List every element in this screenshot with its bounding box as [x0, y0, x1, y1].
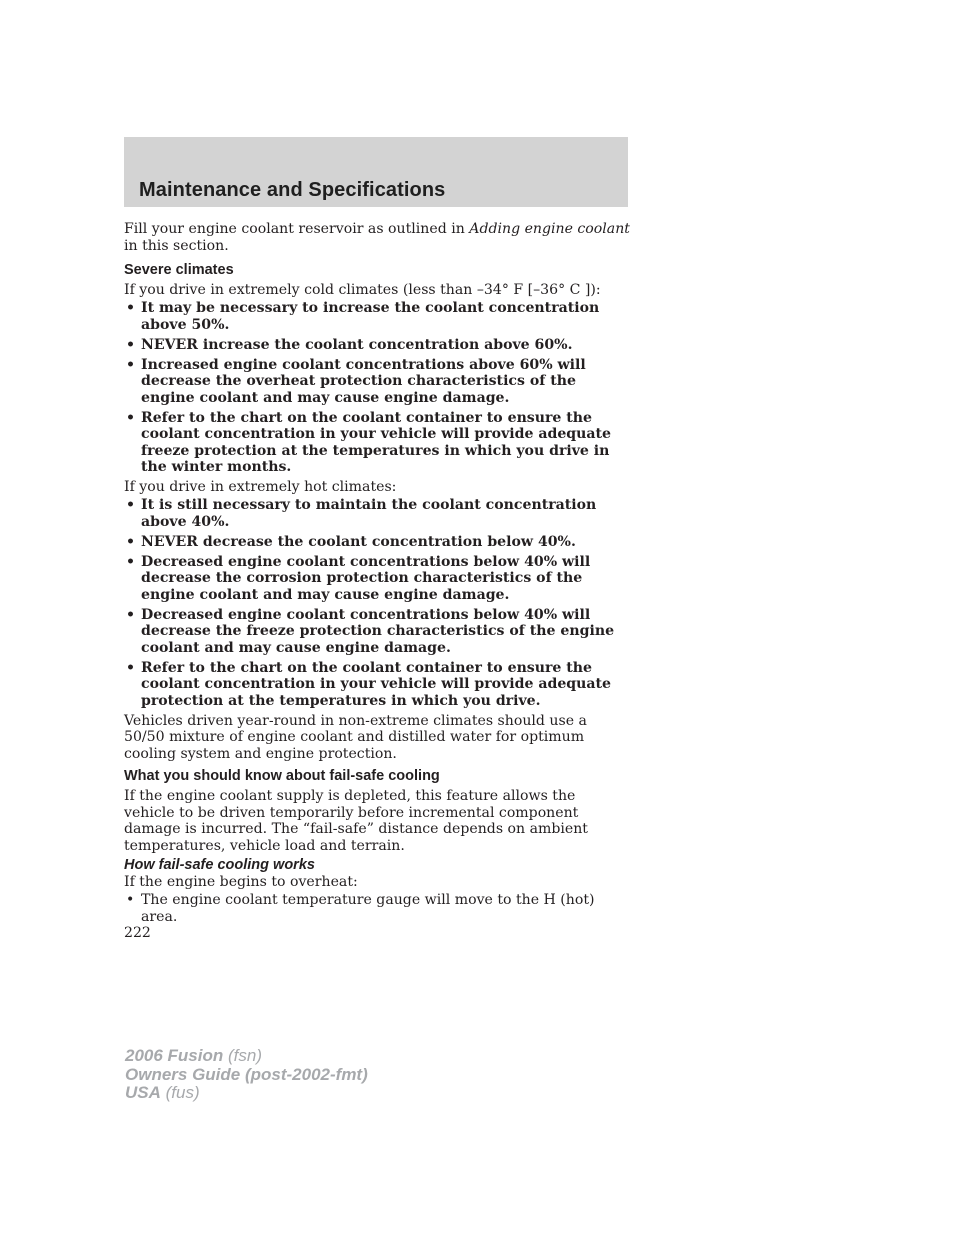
cold-climates-intro: If you drive in extremely cold climates (less than –34° F [–36° C ]): — [124, 282, 601, 298]
list-item — [124, 660, 630, 710]
intro-text-after: in this section. — [124, 237, 229, 254]
overheat-list — [124, 892, 630, 925]
list-item-text: The engine coolant temperature gauge will move to the H (hot) area. — [141, 892, 595, 925]
footer-line-market — [125, 1084, 368, 1103]
hot-climate-list — [124, 497, 630, 709]
list-item-text: Refer to the chart on the coolant container to ensure the coolant concentration in your vehicle will provide adequate protection at the temperatures in which you drive. — [141, 659, 612, 709]
list-item — [124, 554, 630, 604]
bullet-icon: • — [126, 553, 136, 570]
footer-line-guide — [125, 1066, 368, 1085]
list-item — [124, 410, 630, 476]
section-header-band — [124, 137, 628, 207]
bullet-icon: • — [126, 409, 136, 426]
fail-safe-body: If the engine coolant supply is depleted, this feature allows the vehicle to be driven temporarily before incremental component damage is incurred. The “fail-safe” distance depends on ambient temperatures, vehicle load and terrain. — [124, 788, 588, 854]
fail-safe-subheading: How fail-safe cooling works — [124, 857, 315, 873]
bullet-icon: • — [126, 533, 136, 550]
list-item — [124, 337, 630, 354]
document-footer — [125, 1047, 368, 1103]
bullet-icon: • — [126, 606, 136, 623]
footer-model: 2006 Fusion — [125, 1046, 224, 1065]
bullet-icon: • — [126, 300, 136, 316]
list-item-text: Refer to the chart on the coolant container to ensure the coolant concentration in your vehicle will provide adequate freeze protection at the temperatures in which you drive in the winter months. — [141, 409, 612, 475]
fail-safe-heading: What you should know about fail-safe cooling — [124, 768, 440, 784]
intro-paragraph — [124, 221, 630, 254]
list-item — [124, 300, 630, 333]
cold-climate-list — [124, 300, 630, 476]
footer-market: USA — [125, 1083, 161, 1102]
footer-guide: Owners Guide (post-2002-fmt) — [125, 1064, 368, 1084]
list-item-text: NEVER increase the coolant concentration above 60%. — [141, 336, 573, 353]
hot-climates-intro: If you drive in extremely hot climates: — [124, 479, 397, 495]
bullet-icon: • — [126, 659, 136, 676]
list-item-text: It may be necessary to increase the coolant concentration above 50%. — [141, 300, 600, 333]
list-item-text: Decreased engine coolant concentrations below 40% will decrease the freeze protection characteristics of the engine coolant and may cause engine damage. — [141, 606, 615, 656]
severe-climates-heading: Severe climates — [124, 262, 234, 278]
list-item-text: NEVER decrease the coolant concentration below 40%. — [141, 533, 576, 550]
footer-market-code: (fus) — [160, 1083, 200, 1102]
list-item — [124, 607, 630, 657]
section-title: Maintenance and Specifications — [139, 179, 446, 201]
intro-text-before: Fill your engine coolant reservoir as outlined in — [124, 221, 470, 237]
footer-line-model — [125, 1047, 368, 1066]
footer-model-code: (fsn) — [223, 1046, 262, 1065]
list-item — [124, 497, 630, 530]
list-item — [124, 357, 630, 407]
bullet-icon: • — [126, 497, 136, 513]
bullet-icon: • — [126, 356, 136, 373]
bullet-icon: • — [126, 892, 135, 908]
page-content — [124, 221, 630, 929]
bullet-icon: • — [126, 336, 136, 353]
overheat-intro: If the engine begins to overheat: — [124, 874, 358, 890]
year-round-paragraph: Vehicles driven year-round in non-extreme climates should use a 50/50 mixture of engine coolant and distilled water for optimum cooling system and engine protection. — [124, 712, 587, 762]
list-item-text: Decreased engine coolant concentrations below 40% will decrease the corrosion protection characteristics of the engine coolant and may cause engine damage. — [141, 553, 591, 603]
list-item — [124, 534, 630, 551]
list-item-text: Increased engine coolant concentrations above 60% will decrease the overheat protection characteristics of the engine coolant and may cause engine damage. — [141, 356, 586, 406]
list-item-text: It is still necessary to maintain the coolant concentration above 40%. — [141, 497, 597, 530]
page-number: 222 — [124, 925, 151, 941]
list-item — [124, 892, 630, 925]
intro-reference: Adding engine coolant — [469, 221, 630, 237]
